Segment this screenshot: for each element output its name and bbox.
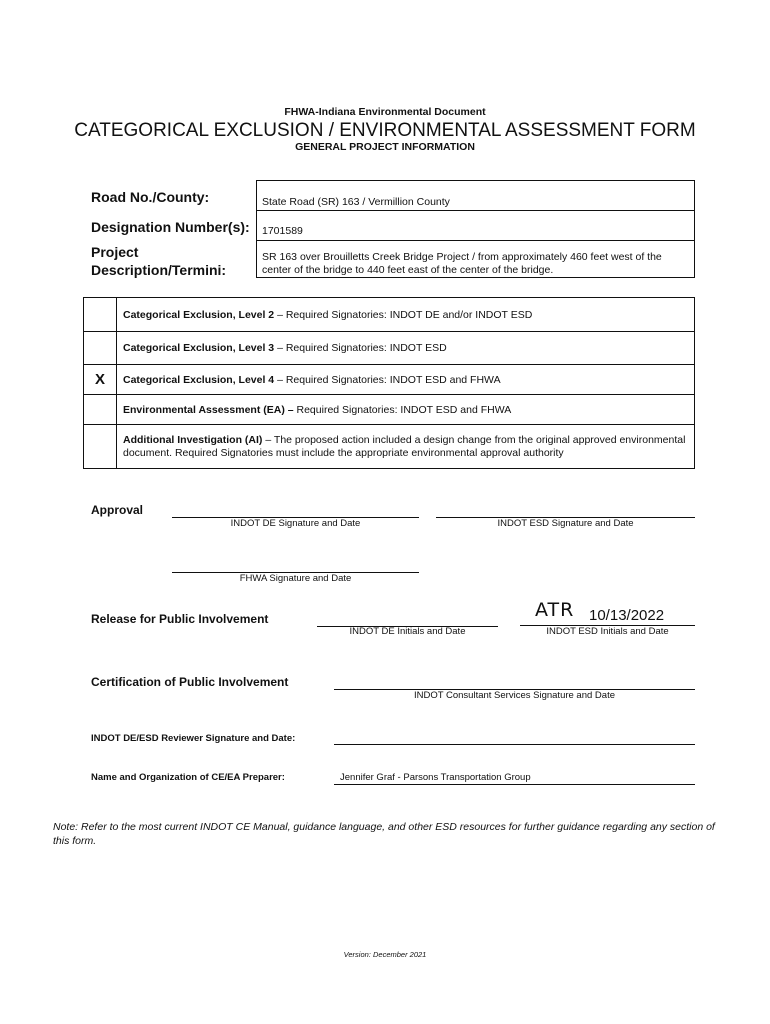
form-title: CATEGORICAL EXCLUSION / ENVIRONMENTAL ASSESSMENT FORM <box>74 120 696 141</box>
reviewer-line[interactable] <box>334 744 695 745</box>
certification-caption: INDOT Consultant Services Signature and Date <box>413 690 615 701</box>
category-row <box>84 365 695 395</box>
document-source: FHWA-Indiana Environmental Document <box>284 106 486 118</box>
esd-initials-handwritten: ATR <box>535 599 575 621</box>
preparer-label: Name and Organization of CE/EA Preparer: <box>91 772 285 783</box>
category-label: Additional Investigation (AI) – The proposed action included a design change from the original approved environmental document. Required Signatories must include the appropriate environmental approval authority <box>117 425 695 469</box>
reviewer-label: INDOT DE/ESD Reviewer Signature and Date: <box>91 733 296 744</box>
category-row <box>84 425 695 469</box>
description-value: SR 163 over Brouilletts Creek Bridge Project / from approximately 460 feet west of the center of the bridge to 440 feet east of the center of the bridge. <box>262 251 662 276</box>
road-county-value: State Road (SR) 163 / Vermillion County <box>262 196 450 208</box>
description-label-line2: Description/Termini: <box>91 262 227 278</box>
category-checkbox[interactable] <box>84 332 117 365</box>
category-table <box>83 297 695 469</box>
guidance-note: Note: Refer to the most current INDOT CE Manual, guidance language, and other ESD resources for further guidance regarding any section of this form. <box>53 821 715 847</box>
version-label: Version: December 2021 <box>343 950 427 959</box>
approval-label: Approval <box>91 503 144 517</box>
esd-signature-caption: INDOT ESD Signature and Date <box>497 518 634 529</box>
category-label: Categorical Exclusion, Level 3 – Required Signatories: INDOT ESD <box>117 332 695 365</box>
category-label: Environmental Assessment (EA) – Required Signatories: INDOT ESD and FHWA <box>117 395 695 425</box>
category-row <box>84 332 695 365</box>
road-county-field[interactable] <box>256 180 695 211</box>
fhwa-signature-caption: FHWA Signature and Date <box>239 573 352 584</box>
category-checkbox[interactable]: X <box>84 365 117 395</box>
road-county-label: Road No./County: <box>91 189 210 205</box>
description-label-line1: Project <box>91 244 139 260</box>
section-heading: GENERAL PROJECT INFORMATION <box>295 141 475 153</box>
category-checkbox[interactable] <box>84 425 117 469</box>
category-row <box>84 298 695 332</box>
category-row <box>84 395 695 425</box>
preparer-line[interactable] <box>334 784 695 785</box>
preparer-value: Jennifer Graf - Parsons Transportation Group <box>340 772 531 783</box>
category-label: Categorical Exclusion, Level 2 – Required Signatories: INDOT DE and/or INDOT ESD <box>117 298 695 332</box>
esd-release-date: 10/13/2022 <box>589 607 665 624</box>
category-checkbox[interactable] <box>84 395 117 425</box>
description-field[interactable] <box>256 240 695 278</box>
release-label: Release for Public Involvement <box>91 612 269 626</box>
certification-label: Certification of Public Involvement <box>91 675 289 689</box>
release-esd-caption: INDOT ESD Initials and Date <box>546 626 669 637</box>
category-label: Categorical Exclusion, Level 4 – Required Signatories: INDOT ESD and FHWA <box>117 365 695 395</box>
designation-label: Designation Number(s): <box>91 219 250 235</box>
designation-value: 1701589 <box>262 225 303 237</box>
release-de-caption: INDOT DE Initials and Date <box>349 626 466 637</box>
designation-field[interactable] <box>256 210 695 241</box>
category-checkbox[interactable] <box>84 298 117 332</box>
de-signature-caption: INDOT DE Signature and Date <box>230 518 361 529</box>
